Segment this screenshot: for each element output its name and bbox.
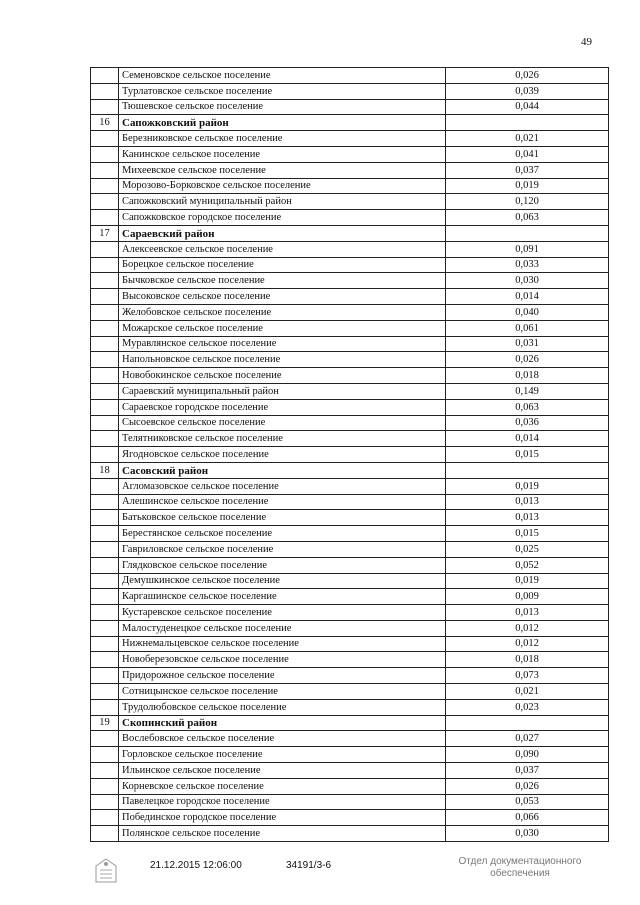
table-row [91, 447, 609, 463]
row-number [91, 447, 119, 463]
coefficient-value: 0,014 [446, 289, 609, 305]
settlement-name: Глядковское сельское поселение [119, 557, 446, 573]
settlement-name: Вослебовское сельское поселение [119, 731, 446, 747]
coefficient-value: 0,053 [446, 794, 609, 810]
table-row [91, 304, 609, 320]
table-row [91, 636, 609, 652]
coefficient-value: 0,149 [446, 383, 609, 399]
settlement-name: Сысоевское сельское поселение [119, 415, 446, 431]
coefficient-value: 0,009 [446, 589, 609, 605]
settlement-name: Напольновское сельское поселение [119, 352, 446, 368]
row-number [91, 241, 119, 257]
row-number [91, 557, 119, 573]
page-footer [0, 856, 640, 896]
settlement-name: Сотницынское сельское поселение [119, 684, 446, 700]
coefficient-value: 0,037 [446, 763, 609, 779]
row-number [91, 620, 119, 636]
row-number [91, 83, 119, 99]
table-body [91, 68, 609, 842]
coefficient-value: 0,026 [446, 68, 609, 84]
table-row [91, 68, 609, 84]
table-row [91, 131, 609, 147]
row-number [91, 605, 119, 621]
settlement-name: Канинское сельское поселение [119, 146, 446, 162]
coefficient-value: 0,090 [446, 747, 609, 763]
row-number [91, 383, 119, 399]
coefficient-value: 0,063 [446, 399, 609, 415]
district-header-row [91, 715, 609, 731]
coefficient-value [446, 462, 609, 478]
row-number [91, 68, 119, 84]
table-row [91, 747, 609, 763]
table-row [91, 241, 609, 257]
table-row [91, 431, 609, 447]
settlement-name: Придорожное сельское поселение [119, 668, 446, 684]
coefficient-value: 0,013 [446, 494, 609, 510]
coefficient-value: 0,033 [446, 257, 609, 273]
table-row [91, 146, 609, 162]
settlement-name: Корневское сельское поселение [119, 778, 446, 794]
settlement-name: Малостуденецкое сельское поселение [119, 620, 446, 636]
row-number: 19 [91, 715, 119, 731]
coefficient-value [446, 225, 609, 241]
settlement-name: Полянское сельское поселение [119, 826, 446, 842]
district-name: Сараевский район [119, 225, 446, 241]
district-name: Скопинский район [119, 715, 446, 731]
coefficient-value: 0,012 [446, 636, 609, 652]
coefficient-value: 0,013 [446, 510, 609, 526]
settlement-name: Каргашинское сельское поселение [119, 589, 446, 605]
footer-dept-line1: Отдел документационного [458, 856, 582, 867]
settlement-name: Демушкинское сельское поселение [119, 573, 446, 589]
coefficient-value: 0,019 [446, 178, 609, 194]
table-row [91, 494, 609, 510]
table-row [91, 589, 609, 605]
row-number [91, 210, 119, 226]
coefficient-value: 0,018 [446, 368, 609, 384]
row-number [91, 194, 119, 210]
coefficient-value: 0,026 [446, 352, 609, 368]
row-number [91, 415, 119, 431]
table-row [91, 383, 609, 399]
settlement-name: Борецкое сельское поселение [119, 257, 446, 273]
table-row [91, 652, 609, 668]
settlement-name: Павелецкое городское поселение [119, 794, 446, 810]
table-row [91, 763, 609, 779]
row-number [91, 684, 119, 700]
settlement-name: Горловское сельское поселение [119, 747, 446, 763]
settlement-name: Трудолюбовское сельское поселение [119, 699, 446, 715]
row-number: 17 [91, 225, 119, 241]
table-row [91, 794, 609, 810]
coefficient-value: 0,030 [446, 826, 609, 842]
settlement-name: Можарское сельское поселение [119, 320, 446, 336]
district-header-row [91, 115, 609, 131]
coefficient-value: 0,052 [446, 557, 609, 573]
table-row [91, 731, 609, 747]
settlement-name: Сараевский муниципальный район [119, 383, 446, 399]
footer-document-code: 34191/3-6 [286, 860, 332, 871]
coefficient-value: 0,018 [446, 652, 609, 668]
row-number: 18 [91, 462, 119, 478]
table-row [91, 289, 609, 305]
table-row [91, 810, 609, 826]
row-number [91, 589, 119, 605]
row-number [91, 320, 119, 336]
row-number: 16 [91, 115, 119, 131]
table-row [91, 778, 609, 794]
row-number [91, 431, 119, 447]
settlement-name: Нижнемальцевское сельское поселение [119, 636, 446, 652]
coefficient-value: 0,019 [446, 573, 609, 589]
table-row [91, 526, 609, 542]
settlement-name: Агломазовское сельское поселение [119, 478, 446, 494]
footer-department-stamp [440, 856, 600, 880]
coefficient-value: 0,026 [446, 778, 609, 794]
coefficient-value: 0,044 [446, 99, 609, 115]
settlement-name: Батьковское сельское поселение [119, 510, 446, 526]
row-number [91, 668, 119, 684]
table-row [91, 557, 609, 573]
settlement-name: Березниковское сельское поселение [119, 131, 446, 147]
settlement-name: Бычковское сельское поселение [119, 273, 446, 289]
coefficient-value: 0,014 [446, 431, 609, 447]
row-number [91, 731, 119, 747]
table-row [91, 194, 609, 210]
settlement-name: Побединское городское поселение [119, 810, 446, 826]
row-number [91, 636, 119, 652]
row-number [91, 526, 119, 542]
coefficient-value: 0,036 [446, 415, 609, 431]
coefficient-value: 0,037 [446, 162, 609, 178]
footer-dept-line2: обеспечения [490, 868, 550, 879]
table-row [91, 320, 609, 336]
footer-date: 21.12.2015 12:06:00 [150, 860, 242, 871]
settlement-name: Ильинское сельское поселение [119, 763, 446, 779]
coefficient-value: 0,073 [446, 668, 609, 684]
coefficient-value: 0,061 [446, 320, 609, 336]
coefficient-value [446, 715, 609, 731]
table-row [91, 83, 609, 99]
table-row [91, 605, 609, 621]
row-number [91, 652, 119, 668]
coefficient-value: 0,021 [446, 131, 609, 147]
coefficient-value: 0,120 [446, 194, 609, 210]
settlement-name: Михеевское сельское поселение [119, 162, 446, 178]
coefficient-value: 0,015 [446, 447, 609, 463]
settlement-name: Сапожковский муниципальный район [119, 194, 446, 210]
row-number [91, 399, 119, 415]
table-row [91, 399, 609, 415]
coefficient-value: 0,039 [446, 83, 609, 99]
coefficient-value: 0,025 [446, 541, 609, 557]
district-header-row [91, 225, 609, 241]
table-row [91, 699, 609, 715]
coefficient-value: 0,021 [446, 684, 609, 700]
row-number [91, 778, 119, 794]
table-row [91, 352, 609, 368]
settlement-name: Желобовское сельское поселение [119, 304, 446, 320]
table-row [91, 162, 609, 178]
settlement-name: Кустаревское сельское поселение [119, 605, 446, 621]
row-number [91, 541, 119, 557]
coefficient-value: 0,012 [446, 620, 609, 636]
table-row [91, 257, 609, 273]
table-row [91, 210, 609, 226]
settlement-coefficient-table [90, 67, 609, 842]
table-row [91, 620, 609, 636]
coefficient-value: 0,066 [446, 810, 609, 826]
settlement-name: Телятниковское сельское поселение [119, 431, 446, 447]
settlement-name: Семеновское сельское поселение [119, 68, 446, 84]
settlement-name: Высоковское сельское поселение [119, 289, 446, 305]
district-header-row [91, 462, 609, 478]
table-row [91, 684, 609, 700]
settlement-name: Новоберезовское сельское поселение [119, 652, 446, 668]
row-number [91, 146, 119, 162]
coefficient-value: 0,031 [446, 336, 609, 352]
table-row [91, 510, 609, 526]
table-row [91, 336, 609, 352]
coefficient-value: 0,023 [446, 699, 609, 715]
table-row [91, 178, 609, 194]
row-number [91, 273, 119, 289]
row-number [91, 304, 119, 320]
table-row [91, 573, 609, 589]
coefficient-value: 0,063 [446, 210, 609, 226]
row-number [91, 573, 119, 589]
row-number [91, 352, 119, 368]
settlement-name: Турлатовское сельское поселение [119, 83, 446, 99]
table-row [91, 478, 609, 494]
row-number [91, 162, 119, 178]
table-row [91, 668, 609, 684]
row-number [91, 794, 119, 810]
settlement-name: Сапожковское городское поселение [119, 210, 446, 226]
settlement-name: Морозово-Борковское сельское поселение [119, 178, 446, 194]
table-row [91, 99, 609, 115]
row-number [91, 99, 119, 115]
settlement-name: Тюшевское сельское поселение [119, 99, 446, 115]
table-row [91, 273, 609, 289]
coefficient-value: 0,015 [446, 526, 609, 542]
settlement-name: Новобокинское сельское поселение [119, 368, 446, 384]
coefficient-value: 0,013 [446, 605, 609, 621]
table-row [91, 541, 609, 557]
table-row [91, 368, 609, 384]
row-number [91, 257, 119, 273]
row-number [91, 131, 119, 147]
row-number [91, 810, 119, 826]
row-number [91, 178, 119, 194]
row-number [91, 826, 119, 842]
coefficient-value: 0,030 [446, 273, 609, 289]
page-number: 49 [581, 36, 592, 48]
district-name: Сапожковский район [119, 115, 446, 131]
coefficient-value [446, 115, 609, 131]
settlement-name: Сараевское городское поселение [119, 399, 446, 415]
row-number [91, 336, 119, 352]
row-number [91, 763, 119, 779]
settlement-name: Гавриловское сельское поселение [119, 541, 446, 557]
row-number [91, 699, 119, 715]
settlement-name: Ягодновское сельское поселение [119, 447, 446, 463]
settlement-name: Берестянское сельское поселение [119, 526, 446, 542]
row-number [91, 747, 119, 763]
row-number [91, 368, 119, 384]
settlement-name: Алексеевское сельское поселение [119, 241, 446, 257]
table-row [91, 826, 609, 842]
settlement-name: Алешинское сельское поселение [119, 494, 446, 510]
table-row [91, 415, 609, 431]
coefficient-value: 0,091 [446, 241, 609, 257]
emblem-stamp-icon [92, 856, 120, 886]
coefficient-value: 0,027 [446, 731, 609, 747]
settlement-name: Муравлянское сельское поселение [119, 336, 446, 352]
coefficient-value: 0,019 [446, 478, 609, 494]
coefficient-value: 0,041 [446, 146, 609, 162]
coefficient-value: 0,040 [446, 304, 609, 320]
row-number [91, 510, 119, 526]
row-number [91, 289, 119, 305]
row-number [91, 494, 119, 510]
district-name: Сасовский район [119, 462, 446, 478]
row-number [91, 478, 119, 494]
